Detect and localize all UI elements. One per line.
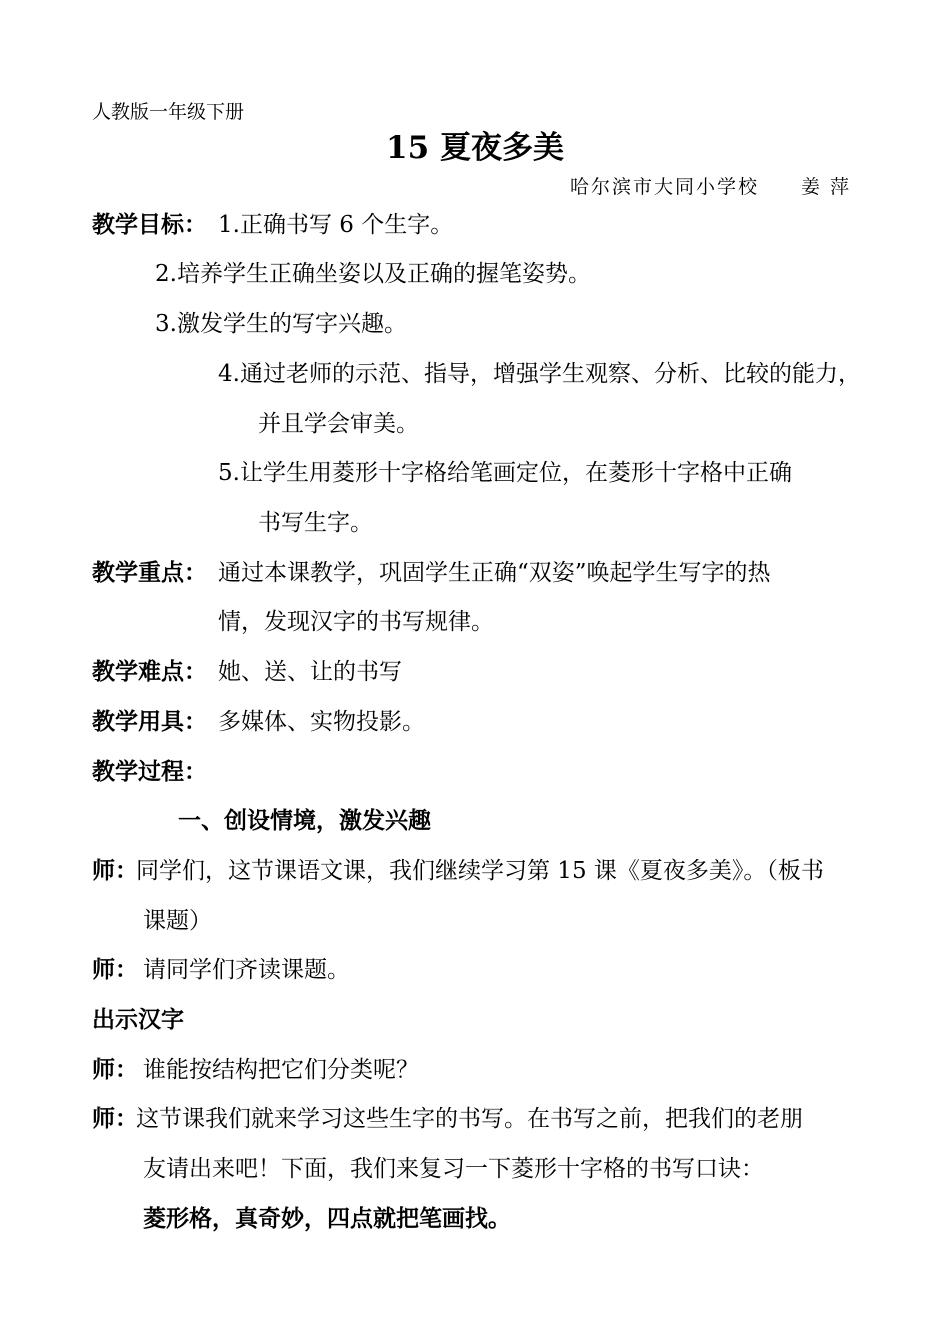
teacher-line-2: 请同学们齐读课题。 [143,957,350,983]
lesson-title: 15 夏夜多美 [386,130,564,166]
objective-item-3: 3.激发学生的写字兴趣。 [155,311,407,337]
objective-item-5-cont: 书写生字。 [258,510,373,536]
key-points-text-cont: 情，发现汉字的书写规律。 [218,609,494,635]
edition-label: 人教版一年级下册 [92,101,245,123]
key-points-label: 教学重点： [92,559,207,586]
objective-item-5: 5.让学生用菱形十字格给笔画定位，在菱形十字格中正确 [218,460,792,486]
rhyme-line: 菱形格，真奇妙，四点就把笔画找。 [143,1205,511,1232]
teacher-line-4: 这节课我们就来学习这些生字的书写。在书写之前，把我们的老朋 [136,1106,803,1132]
process-label: 教学过程： [92,758,207,785]
difficulties-label: 教学难点： [92,658,207,685]
tools-label: 教学用具： [92,708,207,735]
teacher-speaker-label: 师： [92,1056,138,1083]
teacher-speaker-label: 师： [92,857,138,884]
teacher-line-4-cont: 友请出来吧！下面，我们来复习一下菱形十字格的书写口诀： [143,1156,764,1182]
teacher-line-1-cont: 课题） [143,908,212,934]
objective-item-4: 4.通过老师的示范、指导，增强学生观察、分析、比较的能力， [218,361,861,387]
key-points-text: 通过本课教学，巩固学生正确“双姿”唤起学生写字的热 [218,560,771,586]
difficulties-text: 她、送、让的书写 [218,659,402,685]
objective-item-4-cont: 并且学会审美。 [258,411,419,437]
teacher-line-3: 谁能按结构把它们分类呢？ [143,1057,419,1083]
teacher-line-1: 同学们，这节课语文课，我们继续学习第 15 课《夏夜多美》。（板书 [136,858,824,884]
objective-item-1: 1.正确书写 6 个生字。 [218,212,454,238]
teacher-speaker-label: 师： [92,1105,138,1132]
show-characters-heading: 出示汉字 [92,1006,184,1033]
section-heading-1: 一、创设情境，激发兴趣 [178,807,431,834]
objective-item-2: 2.培养学生正确坐姿以及正确的握笔姿势。 [155,261,591,287]
objectives-label: 教学目标： [92,211,207,238]
author-line: 哈尔滨市大同小学校 姜 萍 [570,176,852,198]
tools-text: 多媒体、实物投影。 [218,709,425,735]
teacher-speaker-label: 师： [92,956,138,983]
